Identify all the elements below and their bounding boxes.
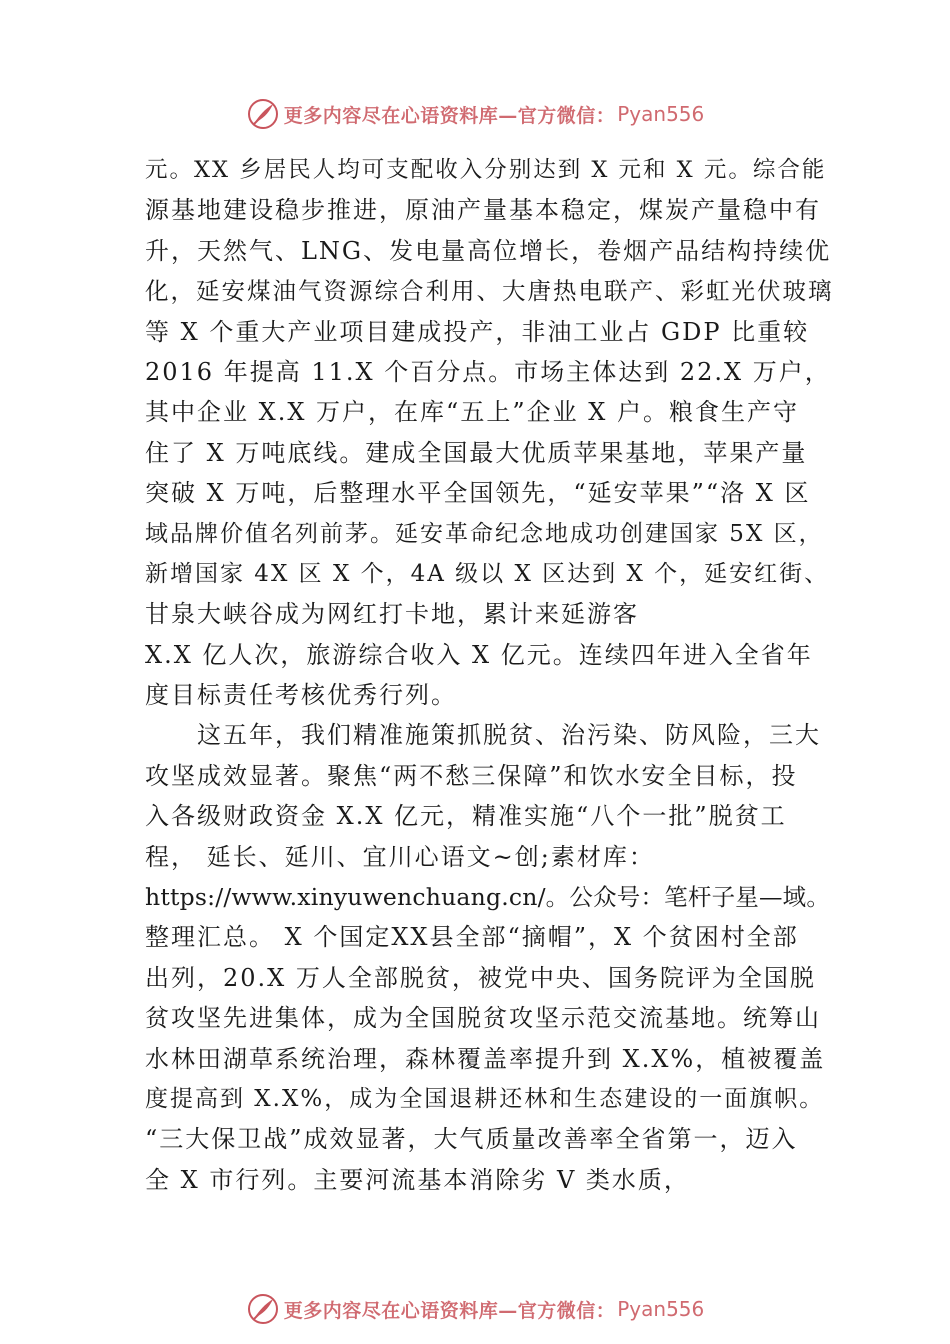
text-line: 度提高到 X.X%，成为全国退耕还林和生态建设的一面旗帜。 <box>145 1085 825 1112</box>
text-line: 其中企业 X.X 万户，在库“五上”企业 X 户。粮食生产守 <box>145 398 799 427</box>
quill-pen-logo-icon <box>246 97 280 131</box>
text-line: X.X 亿人次，旅游综合收入 X 亿元。连续四年进入全省年 <box>145 640 813 669</box>
text-line: 甘泉大峡谷成为网红打卡地，累计来延游客 <box>145 600 639 629</box>
text-line: 元。XX 乡居民人均可支配收入分别达到 X 元和 X 元。综合能 <box>145 157 827 183</box>
text-line: 整理汇总。 X 个国定XX县全部“摘帽”，X 个贫困村全部 <box>145 923 799 952</box>
banner-wechat-handle: Pyan556 <box>617 1297 705 1321</box>
text-line: 住了 X 万吨底线。建成全国最大优质苹果基地，苹果产量 <box>145 438 808 467</box>
text-line: “三大保卫战”成效显著，大气质量改善率全省第一，迈入 <box>145 1125 798 1154</box>
text-line: 攻坚成效显著。聚焦“两不愁三保障”和饮水安全目标，投 <box>145 761 798 790</box>
text-line: 贫攻坚先进集体，成为全国脱贫攻坚示范交流基地。统筹山 <box>145 1004 821 1033</box>
text-line: 域品牌价值名列前茅。延安革命纪念地成功创建国家 5X 区， <box>145 520 824 547</box>
text-line: 入各级财政资金 X.X 亿元，精准实施“八个一批”脱贫工 <box>145 802 787 831</box>
text-line: 度目标责任考核优秀行列。 <box>145 681 457 710</box>
banner-title: 更多内容尽在心语资料库—官方微信： <box>283 1299 616 1322</box>
text-line: 全 X 市行列。主要河流基本消除劣 V 类水质， <box>145 1165 690 1194</box>
text-line: 升，天然气、LNG、发电量高位增长，卷烟产品结构持续优 <box>145 236 832 265</box>
document-body <box>145 150 834 1200</box>
text-line: 出列，20.X 万人全部脱贫，被党中央、国务院评为全国脱 <box>145 963 816 992</box>
footer-watermark-banner <box>0 1289 950 1329</box>
text-line: 新增国家 4X 区 X 个，4A 级以 X 区达到 X 个，延安红街、 <box>145 560 830 587</box>
text-line: 化，延安煤油气资源综合利用、大唐热电联产、彩虹光伏玻璃 <box>145 277 834 306</box>
quill-pen-logo-icon <box>246 1292 280 1326</box>
text-line: 源基地建设稳步推进，原油产量基本稳定，煤炭产量稳中有 <box>145 196 821 225</box>
text-line: 2016 年提高 11.X 个百分点。市场主体达到 22.X 万户， <box>145 357 831 386</box>
text-line: 突破 X 万吨，后整理水平全国领先，“延安苹果”“洛 X 区 <box>145 479 811 508</box>
text-line: 等 X 个重大产业项目建成投产，非油工业占 GDP 比重较 <box>145 317 810 346</box>
text-line: 程， 延长、延川、宜川心语文~创;素材库： <box>145 842 655 871</box>
text-line: 水林田湖草系统治理，森林覆盖率提升到 X.X%，植被覆盖 <box>145 1044 826 1073</box>
url-line: https://www.xinyuwenchuang.cn/。公众号：笔杆子星—域。 <box>145 883 831 912</box>
banner-title: 更多内容尽在心语资料库—官方微信： <box>283 104 616 127</box>
banner-wechat-handle: Pyan556 <box>617 102 705 126</box>
paragraph-start-line: 这五年，我们精准施策抓脱贫、治污染、防风险，三大 <box>145 721 821 750</box>
header-watermark-banner <box>0 94 950 134</box>
